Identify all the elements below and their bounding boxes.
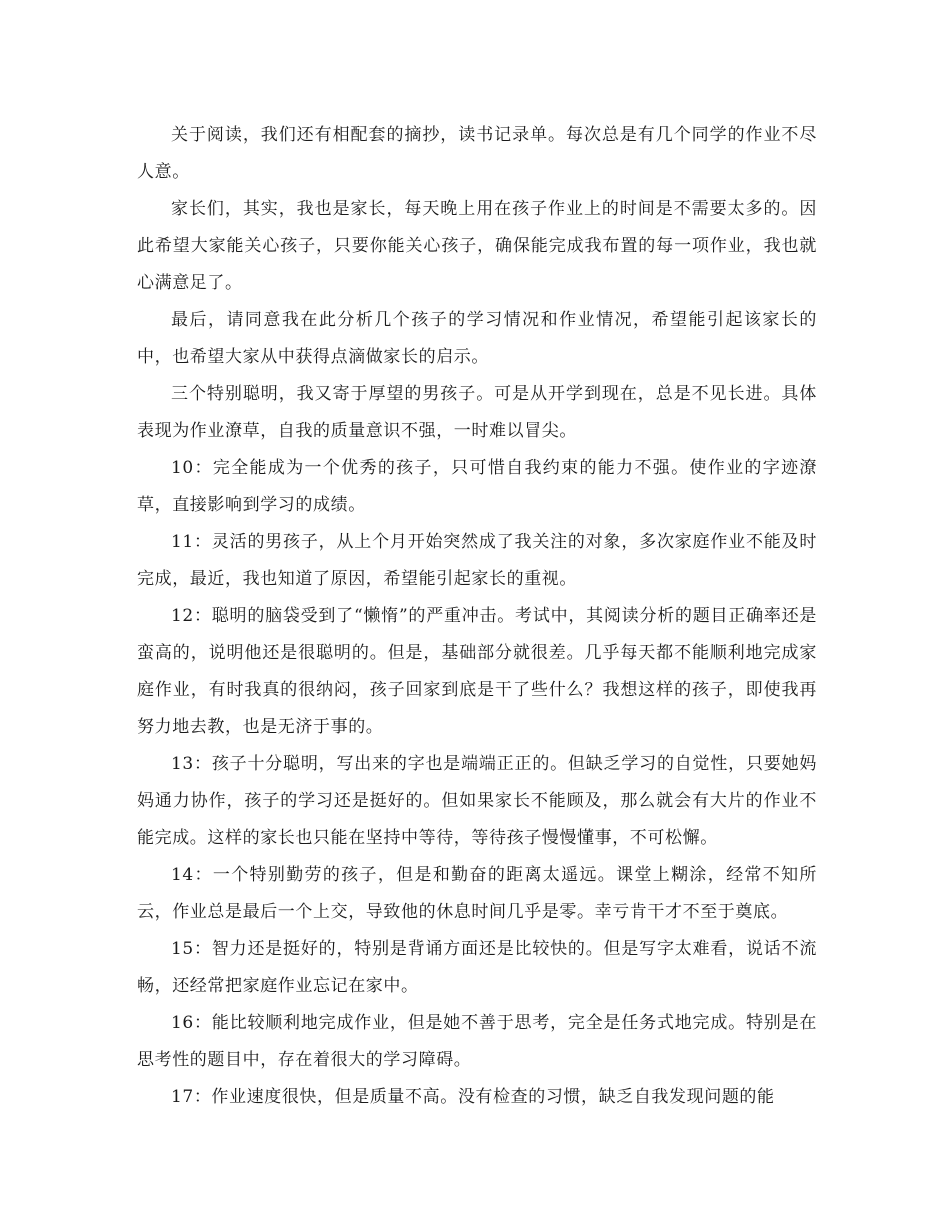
paragraph-parents: 家长们，其实，我也是家长，每天晚上用在孩子作业上的时间是不需要太多的。因此希望大家能关心孩子，只要你能关心孩子，确保能完成我布置的每一项作业，我也就心满意足了。 bbox=[137, 199, 817, 293]
paragraph-student-17: 17：作业速度很快，但是质量不高。没有检查的习惯，缺乏自我发现问题的能 bbox=[171, 1087, 775, 1107]
paragraph-student-11: 11：灵活的男孩子，从上个月开始突然成了我关注的对象，多次家庭作业不能及时完成，最近，我也知道了原因，希望能引起家长的重视。 bbox=[137, 532, 817, 589]
paragraph-analysis-intro: 最后，请同意我在此分析几个孩子的学习情况和作业情况，希望能引起该家长的中，也希望大家从中获得点滴做家长的启示。 bbox=[137, 310, 817, 367]
document-body bbox=[137, 117, 817, 1116]
paragraph-reading: 关于阅读，我们还有相配套的摘抄，读书记录单。每次总是有几个同学的作业不尽人意。 bbox=[137, 125, 817, 182]
paragraph-student-15: 15：智力还是挺好的，特别是背诵方面还是比较快的。但是写字太难看，说话不流畅，还经常把家庭作业忘记在家中。 bbox=[137, 939, 817, 996]
paragraph-student-12: 12：聪明的脑袋受到了“懒惰”的严重冲击。考试中，其阅读分析的题目正确率还是蛮高的，说明他还是很聪明的。但是，基础部分就很差。几乎每天都不能顺利地完成家庭作业，有时我真的很纳闷，孩子回家到底是干了些什么？我想这样的孩子，即使我再努力地去教，也是无济于事的。 bbox=[137, 606, 817, 737]
paragraph-student-16: 16：能比较顺利地完成作业，但是她不善于思考，完全是任务式地完成。特别是在思考性的题目中，存在着很大的学习障碍。 bbox=[137, 1013, 817, 1070]
paragraph-student-14: 14：一个特别勤劳的孩子，但是和勤奋的距离太遥远。课堂上糊涂，经常不知所云，作业总是最后一个上交，导致他的休息时间几乎是零。幸亏肯干才不至于奠底。 bbox=[137, 865, 817, 922]
paragraph-student-13: 13：孩子十分聪明，写出来的字也是端端正正的。但缺乏学习的自觉性，只要她妈妈通力协作，孩子的学习还是挺好的。但如果家长不能顾及，那么就会有大片的作业不能完成。这样的家长也只能在坚持中等待，等待孩子慢慢懂事，不可松懈。 bbox=[137, 754, 817, 848]
paragraph-student-10: 10：完全能成为一个优秀的孩子，只可惜自我约束的能力不强。使作业的字迹潦草，直接影响到学习的成绩。 bbox=[137, 458, 817, 515]
paragraph-three-boys: 三个特别聪明，我又寄于厚望的男孩子。可是从开学到现在，总是不见长进。具体表现为作业潦草，自我的质量意识不强，一时难以冒尖。 bbox=[137, 384, 817, 441]
